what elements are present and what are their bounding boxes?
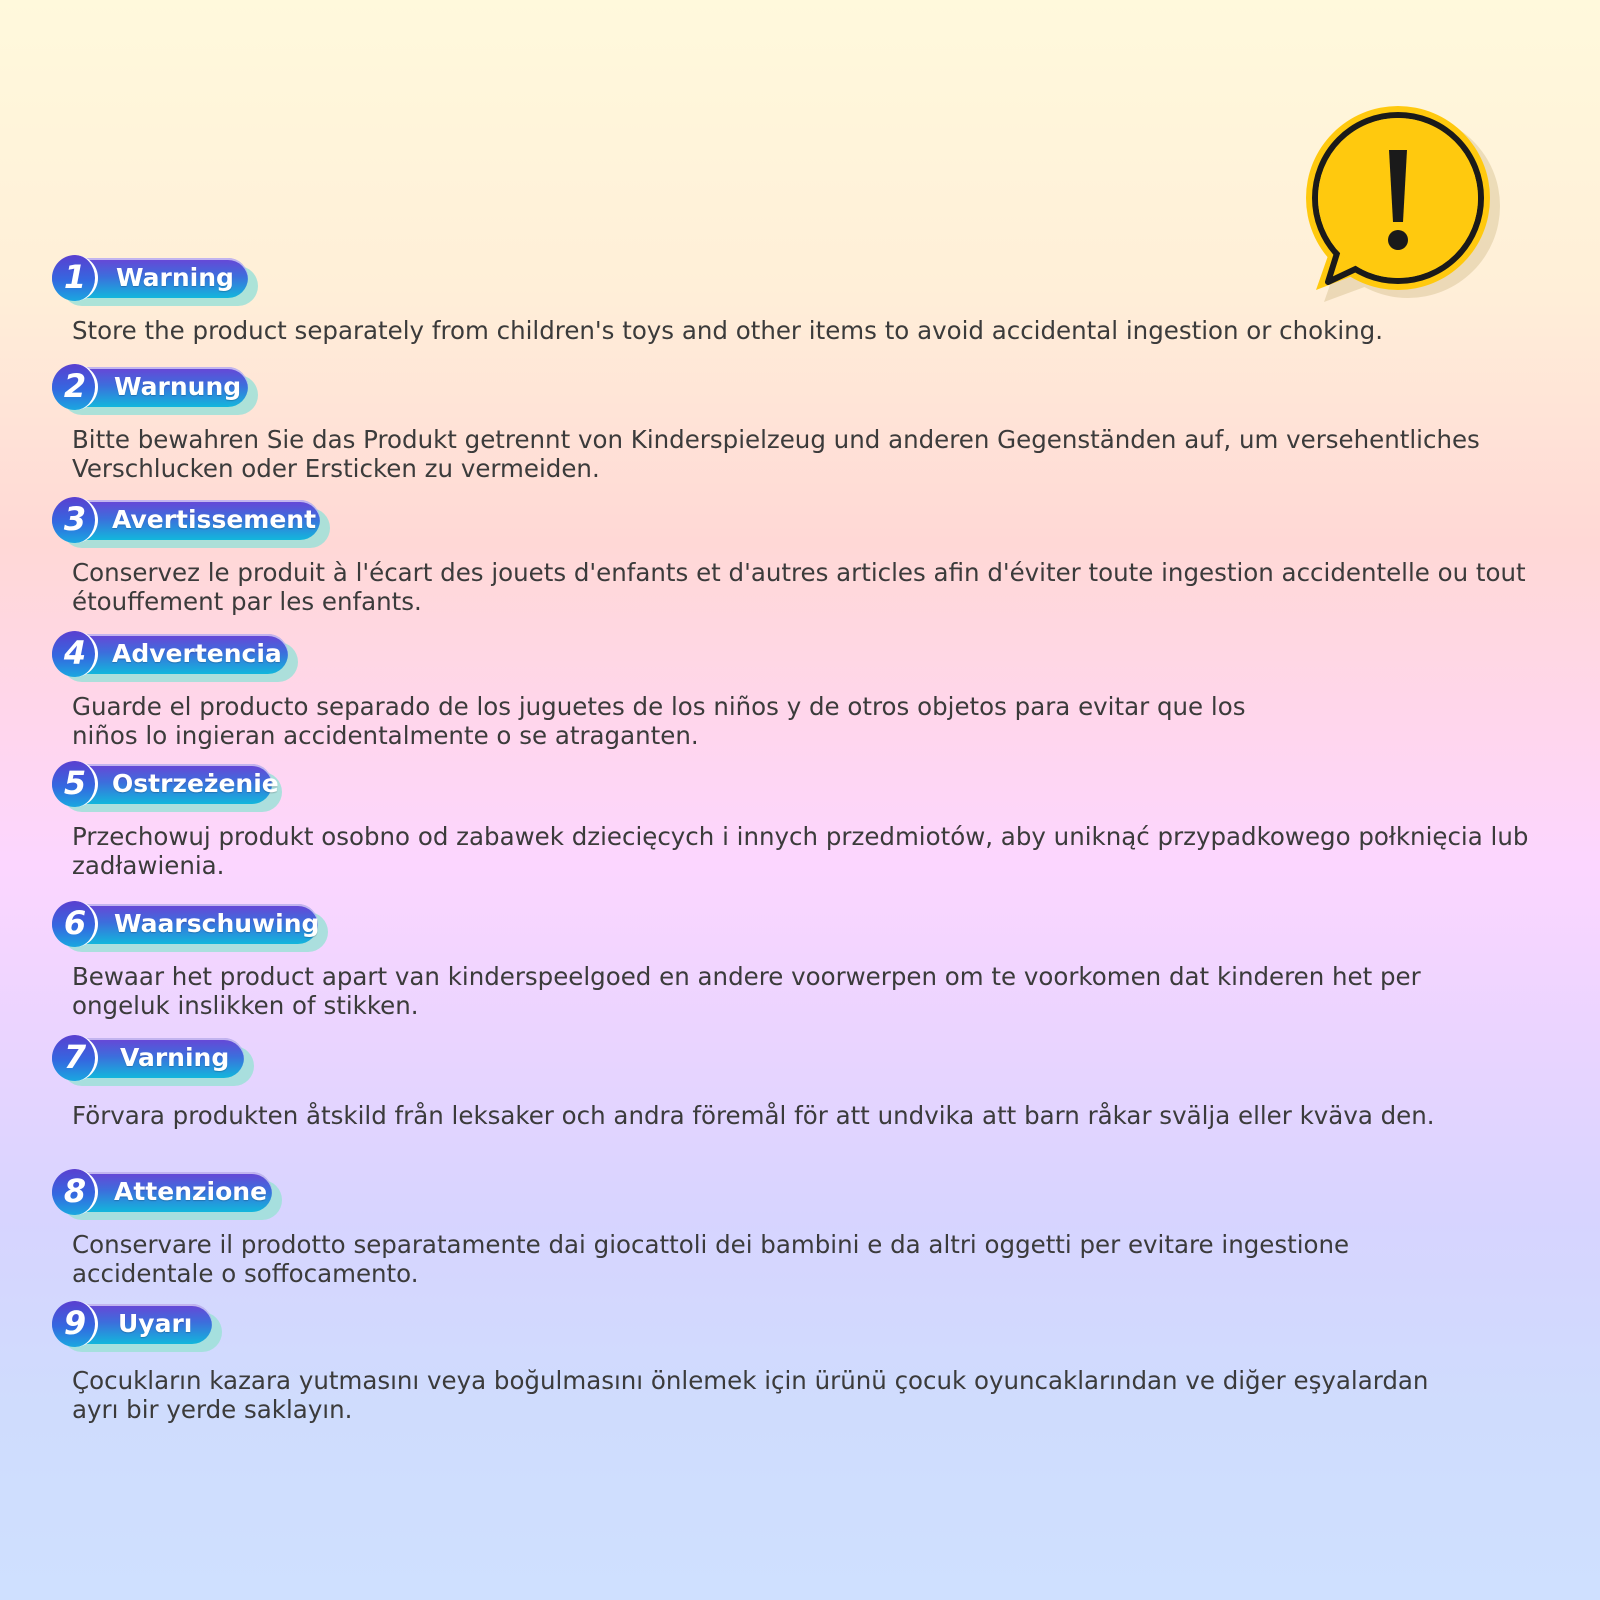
item-text: Förvara produkten åtskild från leksaker och andra föremål för att undvika att barn råkar svälja eller kväva den. [72, 1101, 1435, 1130]
item-title: Uyarı [118, 1309, 193, 1338]
item-title: Advertencia [112, 639, 282, 668]
item-title: Warning [116, 263, 234, 292]
item-title: Warnung [114, 372, 242, 401]
item-text: Çocukların kazara yutmasını veya boğulmasını önlemek için ürünü çocuk oyuncaklarından ve diğer eşyalardan ayrı bir yerde saklayın. [72, 1366, 1429, 1424]
item-title: Attenzione [114, 1177, 268, 1206]
item-number: 7 [63, 1038, 87, 1076]
item-title: Varning [120, 1043, 230, 1072]
item-number: 2 [63, 367, 87, 405]
item-text: Bewaar het product apart van kinderspeelgoed en andere voorwerpen om te voorkomen dat kinderen het per ongeluk inslikken of stikken. [72, 962, 1421, 1020]
item-title: Avertissement [112, 505, 317, 534]
item-text: Bitte bewahren Sie das Produkt getrennt von Kinderspielzeug und anderen Gegenständen auf, um versehentliches Verschlucken oder Ersticken zu vermeiden. [72, 425, 1480, 483]
item-text: Guarde el producto separado de los juguetes de los niños y de otros objetos para evitar que los niños lo ingieran accidentalmente o se atraganten. [72, 692, 1246, 750]
item-text: Conservare il prodotto separatamente dai giocattoli dei bambini e da altri oggetti per evitare ingestione accidentale o soffocamento. [72, 1230, 1350, 1288]
item-text: Przechowuj produkt osobno od zabawek dziecięcych i innych przedmiotów, aby uniknąć przypadkowego połknięcia lub zadławienia. [72, 822, 1529, 880]
item-number: 8 [63, 1172, 87, 1210]
exclamation-speech-bubble-icon [1306, 104, 1516, 314]
item-number: 4 [63, 634, 87, 672]
item-number: 1 [63, 258, 87, 296]
item-number: 3 [63, 500, 87, 538]
item-number: 9 [63, 1304, 87, 1342]
item-title: Ostrzeżenie [112, 769, 279, 798]
item-number: 6 [63, 904, 87, 942]
item-text: Store the product separately from children's toys and other items to avoid accidental ingestion or choking. [72, 316, 1384, 345]
item-text: Conservez le produit à l'écart des jouets d'enfants et d'autres articles afin d'éviter toute ingestion accidentelle ou tout étouffement par les enfants. [72, 558, 1526, 616]
item-title: Waarschuwing [114, 909, 320, 938]
item-number: 5 [63, 764, 87, 802]
